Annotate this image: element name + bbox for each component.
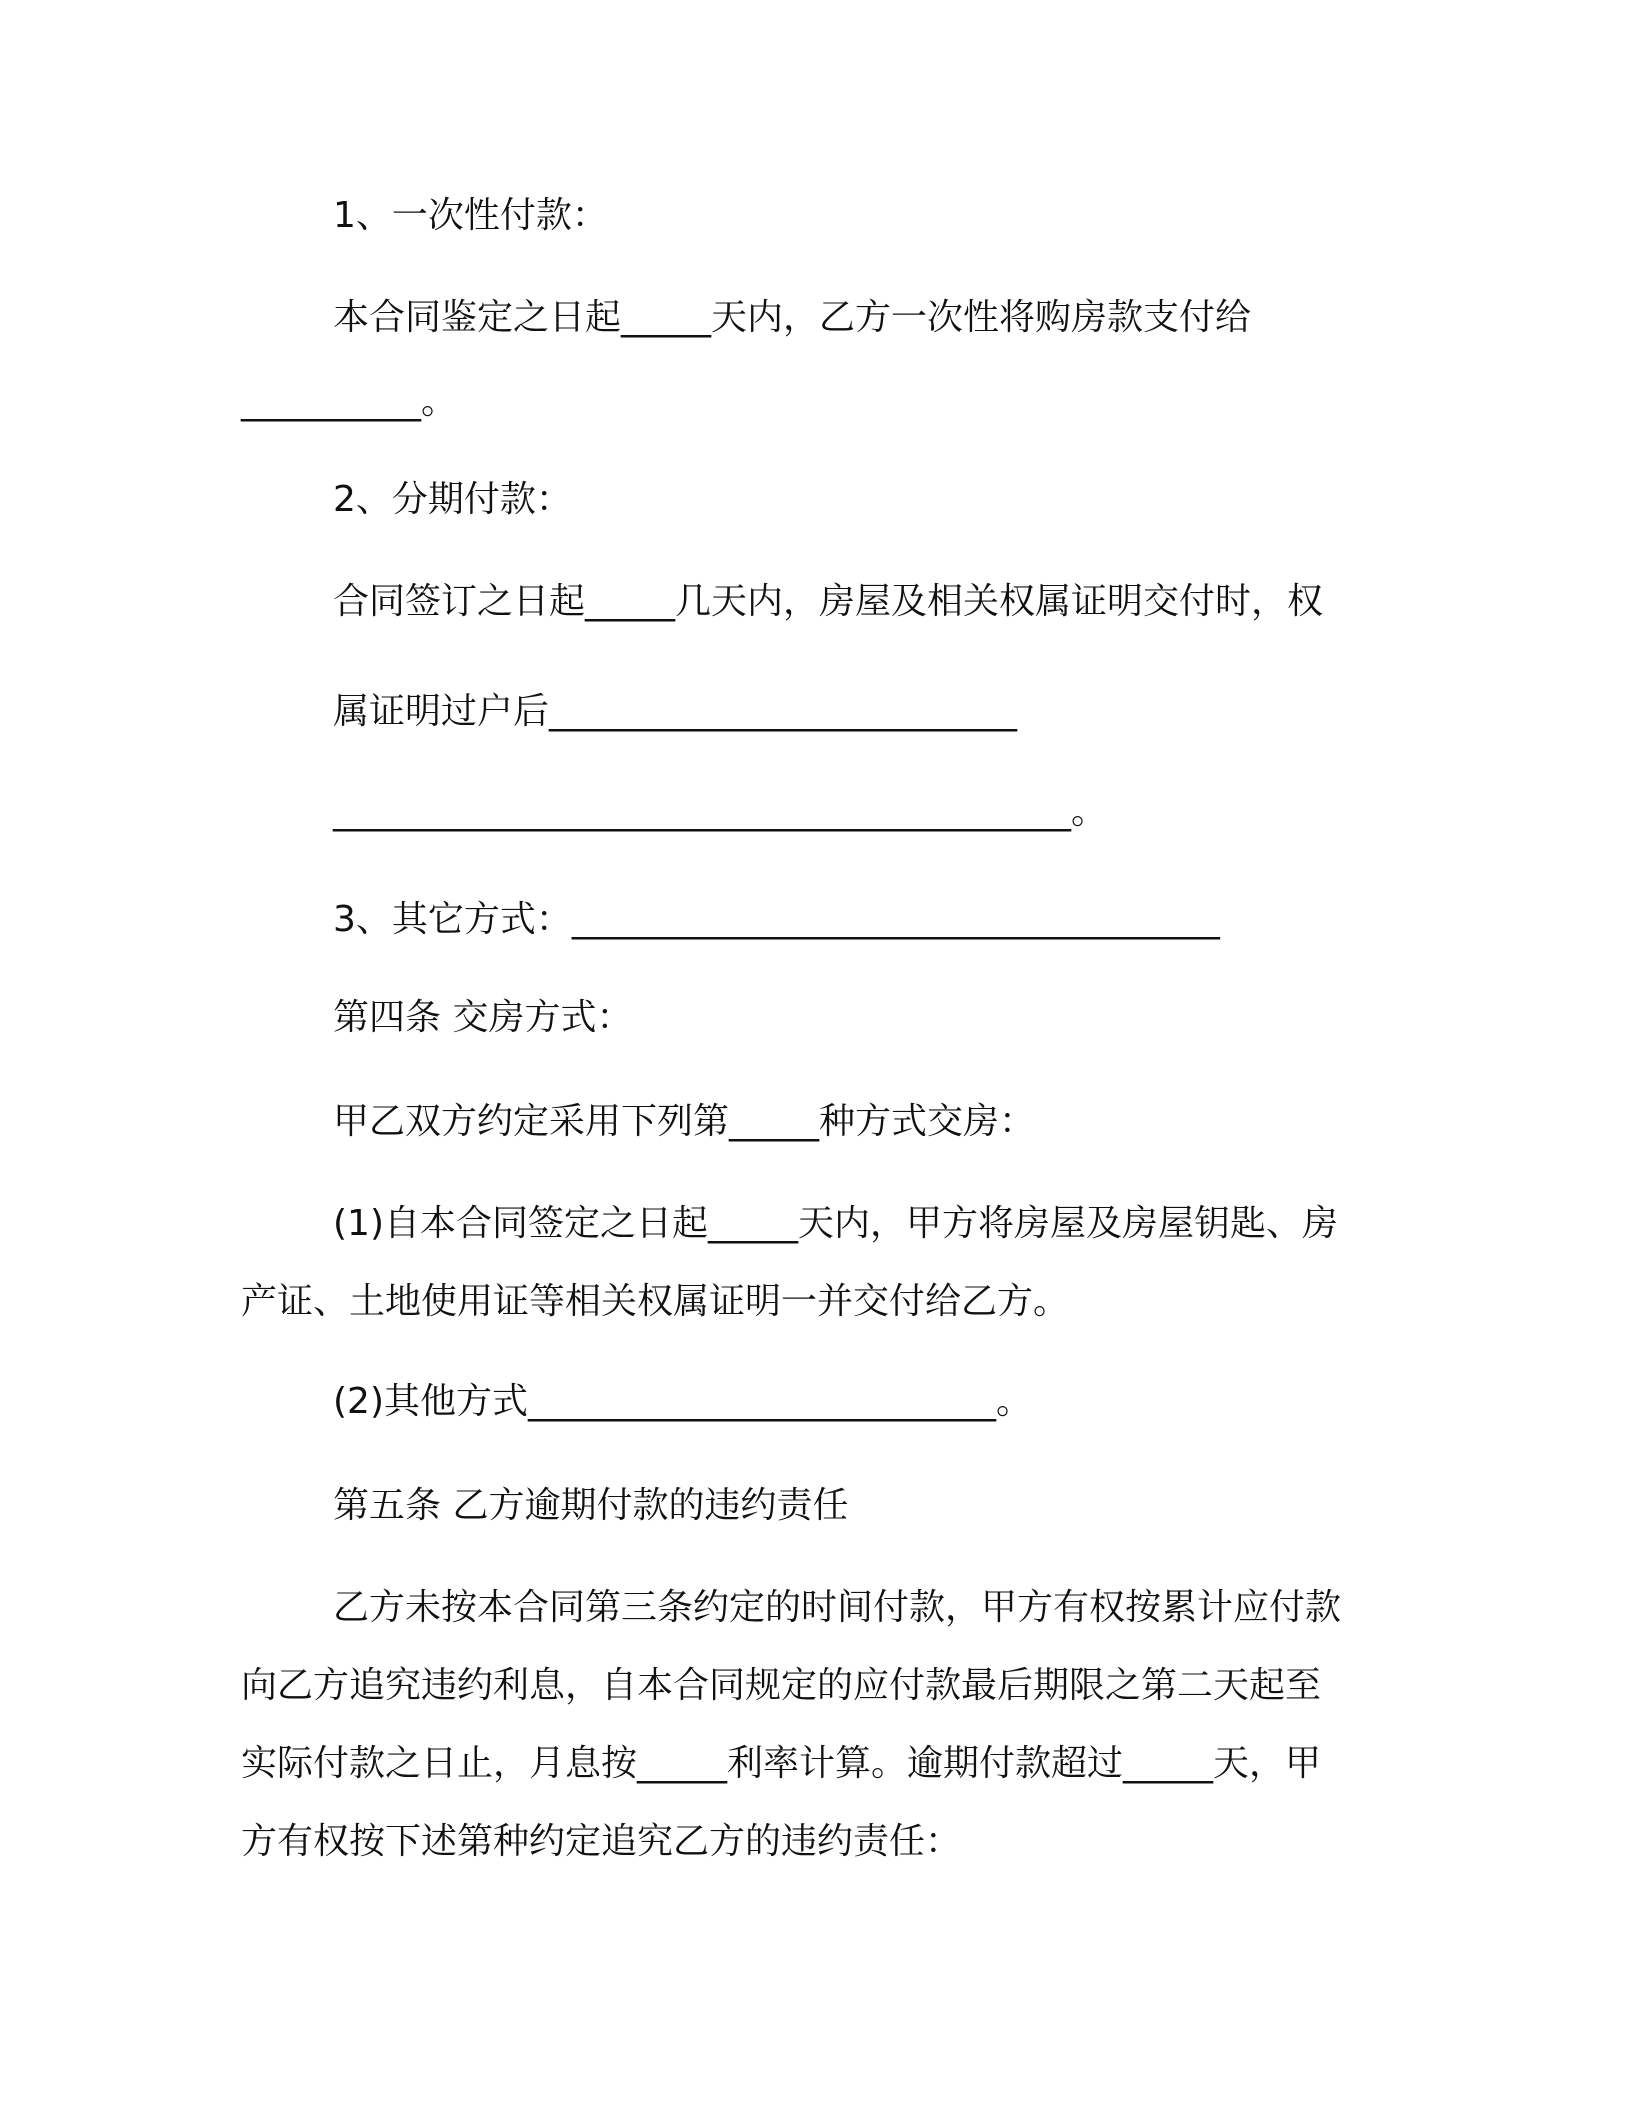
article-four-heading: 第四条 交房方式：: [333, 997, 633, 1038]
installment-clause-line-1: 合同签订之日起_____几天内，房屋及相关权属证明交付时，权: [333, 581, 1324, 622]
installment-clause-line-3: _________________________________________。: [333, 791, 1107, 832]
article-five-para-line-2: 向乙方追究违约利息，自本合同规定的应付款最后期限之第二天起至: [241, 1665, 1322, 1706]
delivery-option-2-line: (2)其他方式__________________________。: [333, 1381, 1032, 1422]
article-five-para-line-1: 乙方未按本合同第三条约定的时间付款，甲方有权按累计应付款: [333, 1587, 1342, 1628]
article-five-para-line-3: 实际付款之日止，月息按_____利率计算。逾期付款超过_____天，甲: [241, 1743, 1322, 1784]
delivery-option-1-line-1: (1)自本合同签定之日起_____天内，甲方将房屋及房屋钥匙、房: [333, 1203, 1338, 1244]
lump-sum-clause-line-2: __________。: [241, 381, 458, 422]
article-five-heading: 第五条 乙方逾期付款的违约责任: [333, 1485, 849, 1526]
payment-lump-sum-heading: 1、一次性付款：: [333, 195, 608, 236]
payment-installment-heading: 2、分期付款：: [333, 479, 572, 520]
installment-clause-line-2: 属证明过户后__________________________: [333, 691, 1018, 732]
delivery-choice-line: 甲乙双方约定采用下列第_____种方式交房：: [333, 1101, 1036, 1142]
delivery-option-1-line-2: 产证、土地使用证等相关权属证明一并交付给乙方。: [241, 1281, 1070, 1322]
article-five-para-line-4: 方有权按下述第种约定追究乙方的违约责任：: [241, 1821, 962, 1862]
payment-other-heading: 3、其它方式：____________________________________: [333, 899, 1220, 940]
lump-sum-clause-line-1: 本合同鉴定之日起_____天内，乙方一次性将购房款支付给: [333, 297, 1252, 338]
